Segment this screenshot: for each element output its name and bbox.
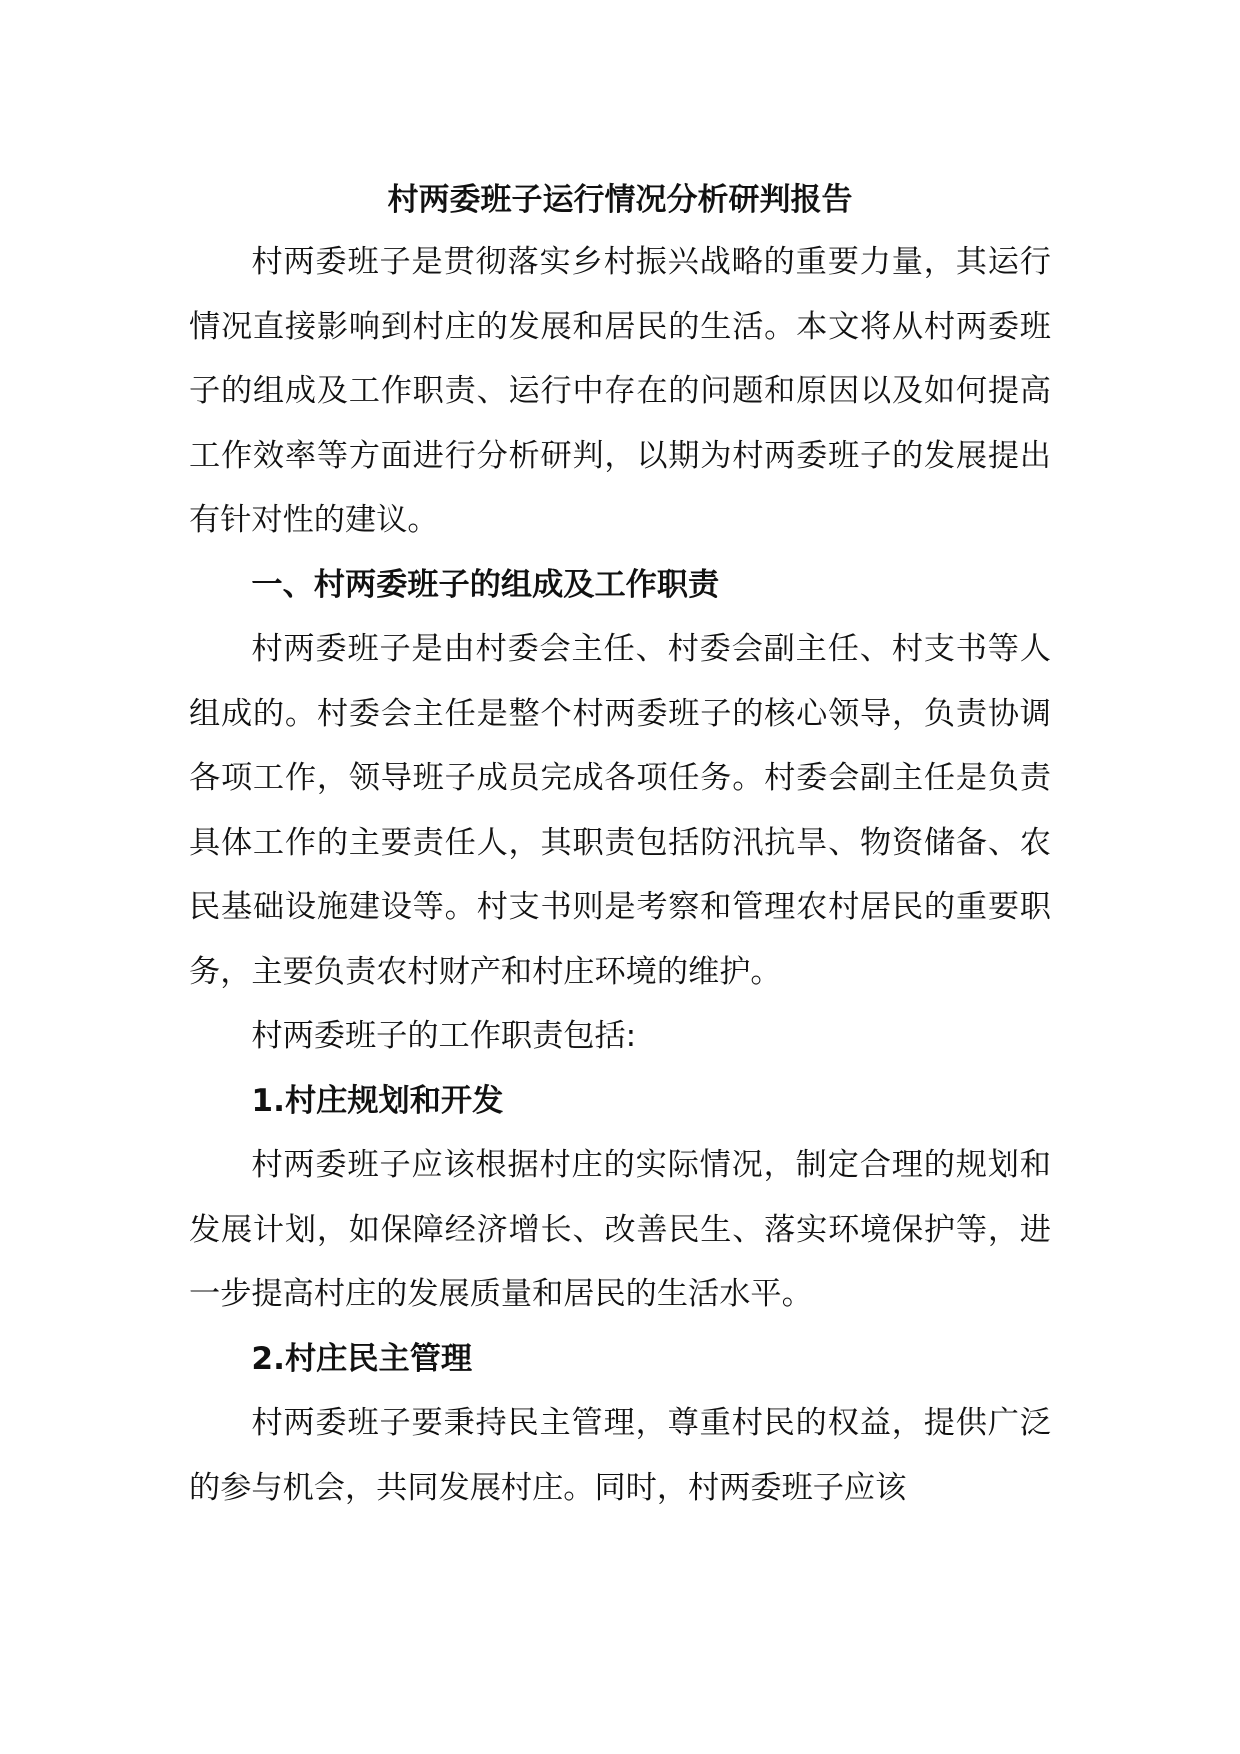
document-body	[189, 170, 1051, 1520]
subheading-village-planning: 1.村庄规划和开发	[251, 1082, 504, 1119]
intro-paragraph: 村两委班子是贯彻落实乡村振兴战略的重要力量，其运行情况直接影响到村庄的发展和居民的生活。本文将从村两委班子的组成及工作职责、运行中存在的问题和原因以及如何提高工作效率等方面进行分析研判，以期为村两委班子的发展提出有针对性的建议。	[189, 244, 1051, 538]
document-title: 村两委班子运行情况分析研判报告	[387, 182, 853, 218]
paragraph-village-planning: 村两委班子应该根据村庄的实际情况，制定合理的规划和发展计划，如保障经济增长、改善民生、落实环境保护等，进一步提高村庄的发展质量和居民的生活水平。	[189, 1147, 1051, 1312]
section1-paragraph-duties-intro: 村两委班子的工作职责包括:	[251, 1018, 637, 1054]
section1-paragraph-composition: 村两委班子是由村委会主任、村委会副主任、村支书等人组成的。村委会主任是整个村两委班子的核心领导，负责协调各项工作，领导班子成员完成各项任务。村委会副主任是负责具体工作的主要责任人，其职责包括防汛抗旱、物资储备、农民基础设施建设等。村支书则是考察和管理农村居民的重要职务，主要负责农村财产和村庄环境的维护。	[189, 631, 1051, 990]
subheading-democratic-management: 2.村庄民主管理	[251, 1340, 473, 1377]
paragraph-democratic-management: 村两委班子要秉持民主管理，尊重村民的权益，提供广泛的参与机会，共同发展村庄。同时，村两委班子应该	[189, 1405, 1051, 1506]
section-heading-1: 一、村两委班子的组成及工作职责	[251, 566, 720, 603]
